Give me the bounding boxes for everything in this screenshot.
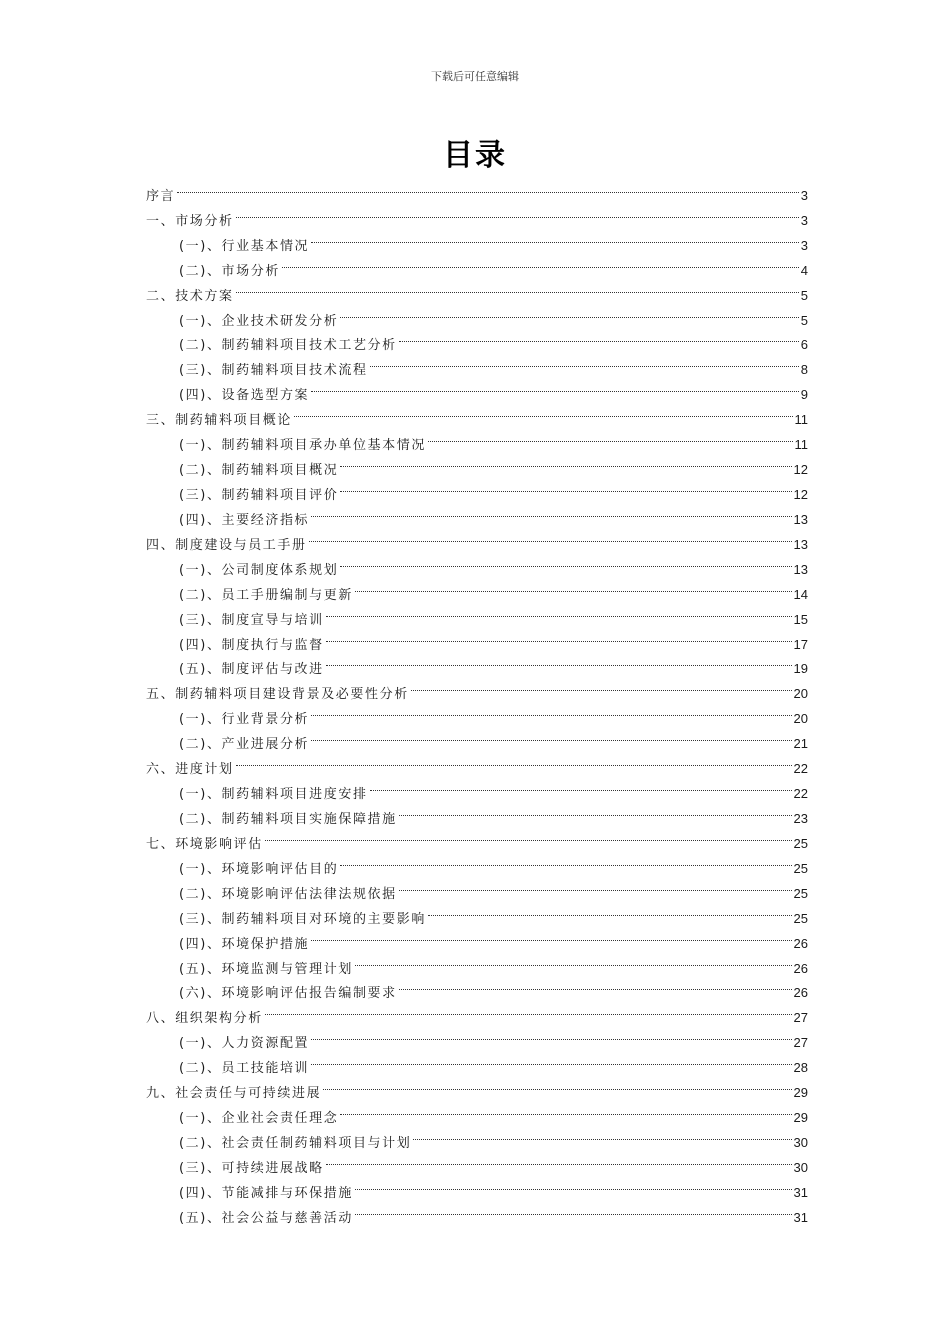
toc-entry-page-number: 17	[793, 636, 808, 652]
toc-entry[interactable]	[146, 200, 808, 229]
toc-entry-page-number: 3	[800, 187, 808, 203]
toc-entry[interactable]	[146, 748, 808, 778]
toc-entry-label: (二)、制药辅料项目技术工艺分析	[179, 338, 397, 354]
toc-entry-label: 一、市场分析	[146, 213, 234, 229]
toc-dot-leader	[428, 424, 793, 449]
toc-entry-label: (三)、制度宣导与培训	[179, 612, 324, 628]
toc-entry-label: (一)、行业基本情况	[179, 238, 310, 254]
toc-entry-page-number: 23	[793, 810, 808, 826]
toc-entry-label: 三、制药辅料项目概论	[146, 413, 293, 429]
toc-entry-page-number: 27	[793, 1035, 808, 1051]
toc-entry-label: 八、组织架构分析	[146, 1011, 263, 1027]
toc-dot-leader	[311, 374, 799, 399]
toc-entry-page-number: 13	[793, 536, 808, 552]
toc-entry-label: (四)、制度执行与监督	[179, 637, 324, 653]
toc-dot-leader	[340, 449, 791, 474]
toc-dot-leader	[177, 175, 799, 200]
toc-entry-label: (五)、社会公益与慈善活动	[179, 1210, 353, 1226]
toc-entry-label: (一)、人力资源配置	[179, 1036, 310, 1052]
toc-entry-label: (四)、主要经济指标	[179, 512, 310, 528]
toc-entry-page-number: 29	[793, 1085, 808, 1101]
toc-dot-leader	[311, 723, 791, 748]
toc-entry-page-number: 12	[793, 486, 808, 502]
toc-entry-page-number: 11	[794, 437, 808, 453]
toc-dot-leader	[236, 275, 799, 300]
toc-dot-leader	[340, 549, 791, 574]
toc-entry-page-number: 31	[793, 1184, 808, 1200]
toc-entry-page-number: 6	[800, 337, 808, 353]
toc-entry-label: (三)、制药辅料项目技术流程	[179, 363, 368, 379]
toc-dot-leader	[340, 300, 798, 325]
toc-dot-leader	[399, 973, 792, 998]
toc-entry-page-number: 14	[793, 586, 808, 602]
toc-entry-label: (四)、设备选型方案	[179, 388, 310, 404]
toc-entry-page-number: 26	[793, 935, 808, 951]
toc-entry-label: (五)、制度评估与改进	[179, 662, 324, 678]
toc-dot-leader	[282, 250, 799, 275]
toc-entry-page-number: 25	[793, 885, 808, 901]
toc-entry-page-number: 20	[793, 686, 808, 702]
toc-dot-leader	[265, 823, 792, 848]
toc-entry-label: (二)、员工手册编制与更新	[179, 587, 353, 603]
toc-dot-leader	[340, 474, 791, 499]
toc-entry-label: 七、环境影响评估	[146, 836, 263, 852]
toc-entry-label: 序言	[146, 188, 176, 204]
toc-dot-leader	[236, 748, 792, 773]
toc-entry-label: (一)、公司制度体系规划	[179, 562, 339, 578]
toc-entry-label: (一)、环境影响评估目的	[179, 861, 339, 877]
toc-entry-label: (二)、制药辅料项目概况	[179, 463, 339, 479]
toc-dot-leader	[311, 499, 791, 524]
toc-dot-leader	[309, 524, 792, 549]
toc-dot-leader	[340, 848, 791, 873]
toc-dot-leader	[370, 773, 792, 798]
toc-entry-page-number: 26	[793, 985, 808, 1001]
toc-entry-label: (二)、产业进展分析	[179, 737, 310, 753]
toc-dot-leader	[265, 997, 792, 1022]
toc-dot-leader	[326, 1147, 792, 1172]
toc-entry[interactable]	[146, 275, 808, 304]
toc-entry-page-number: 22	[793, 761, 808, 777]
toc-dot-leader	[355, 1172, 792, 1197]
toc-entry-page-number: 29	[793, 1110, 808, 1126]
toc-dot-leader	[311, 1022, 791, 1047]
toc-dot-leader	[399, 873, 792, 898]
toc-entry[interactable]	[146, 225, 808, 254]
toc-entry-page-number: 26	[793, 960, 808, 976]
toc-entry-label: 五、制药辅料项目建设背景及必要性分析	[146, 687, 409, 703]
toc-dot-leader	[326, 649, 792, 674]
toc-entry-page-number: 28	[793, 1060, 808, 1076]
toc-dot-leader	[311, 698, 791, 723]
toc-entry-page-number: 21	[793, 736, 808, 752]
toc-entry[interactable]	[146, 175, 808, 204]
toc-dot-leader	[311, 225, 799, 250]
toc-entry-page-number: 31	[793, 1209, 808, 1225]
toc-dot-leader	[355, 948, 792, 973]
toc-entry-label: (二)、市场分析	[179, 263, 280, 279]
toc-dot-leader	[294, 399, 792, 424]
toc-dot-leader	[370, 349, 799, 374]
toc-entry-page-number: 19	[793, 661, 808, 677]
toc-dot-leader	[326, 599, 792, 624]
toc-entry-label: (三)、制药辅料项目评价	[179, 487, 339, 503]
toc-entry-page-number: 5	[800, 287, 808, 303]
toc-entry-page-number: 13	[793, 561, 808, 577]
toc-entry-page-number: 30	[793, 1159, 808, 1175]
toc-dot-leader	[326, 624, 792, 649]
toc-entry-label: (三)、制药辅料项目对环境的主要影响	[179, 911, 426, 927]
toc-entry-page-number: 4	[800, 262, 808, 278]
toc-entry-label: 二、技术方案	[146, 288, 234, 304]
toc-entry-page-number: 3	[800, 237, 808, 253]
toc-entry-label: (一)、制药辅料项目承办单位基本情况	[179, 438, 426, 454]
toc-entry-label: (五)、环境监测与管理计划	[179, 961, 353, 977]
toc-entry-label: (一)、行业背景分析	[179, 712, 310, 728]
table-of-contents	[146, 175, 808, 1226]
toc-entry-page-number: 15	[793, 611, 808, 627]
toc-entry-page-number: 25	[793, 835, 808, 851]
header-note: 下载后可任意编辑	[431, 70, 519, 83]
toc-entry-label: (四)、环境保护措施	[179, 936, 310, 952]
toc-entry-page-number: 30	[793, 1134, 808, 1150]
toc-dot-leader	[311, 923, 791, 948]
toc-entry-label: (二)、社会责任制药辅料项目与计划	[179, 1135, 412, 1151]
toc-dot-leader	[311, 1047, 791, 1072]
toc-dot-leader	[399, 798, 792, 823]
toc-entry-label: (一)、企业技术研发分析	[179, 313, 339, 329]
toc-dot-leader	[340, 1097, 791, 1122]
toc-entry-page-number: 25	[793, 860, 808, 876]
toc-entry-page-number: 9	[800, 387, 808, 403]
toc-dot-leader	[428, 898, 792, 923]
toc-entry-label: 四、制度建设与员工手册	[146, 537, 307, 553]
toc-entry-label: (一)、制药辅料项目进度安排	[179, 787, 368, 803]
toc-entry-label: (二)、员工技能培训	[179, 1061, 310, 1077]
toc-entry-page-number: 11	[794, 412, 808, 428]
toc-entry-page-number: 12	[793, 462, 808, 478]
toc-dot-leader	[411, 673, 792, 698]
toc-entry-label: (六)、环境影响评估报告编制要求	[179, 986, 397, 1002]
toc-dot-leader	[355, 1197, 792, 1222]
toc-entry-page-number: 8	[800, 362, 808, 378]
toc-dot-leader	[323, 1072, 791, 1097]
toc-dot-leader	[413, 1122, 791, 1147]
toc-entry-label: (三)、可持续进展战略	[179, 1160, 324, 1176]
toc-entry-page-number: 27	[793, 1010, 808, 1026]
toc-entry-label: (四)、节能减排与环保措施	[179, 1185, 353, 1201]
toc-entry-page-number: 22	[793, 786, 808, 802]
page-title: 目录	[443, 138, 507, 173]
toc-entry-label: 六、进度计划	[146, 762, 234, 778]
toc-entry-page-number: 20	[793, 711, 808, 727]
toc-entry[interactable]	[146, 773, 808, 803]
toc-dot-leader	[399, 325, 799, 350]
toc-entry[interactable]	[146, 300, 808, 329]
toc-entry-page-number: 13	[793, 511, 808, 527]
toc-dot-leader	[236, 200, 799, 225]
toc-entry-page-number: 25	[793, 910, 808, 926]
toc-entry-page-number: 5	[800, 312, 808, 328]
toc-entry-label: (二)、环境影响评估法律法规依据	[179, 886, 397, 902]
toc-entry-label: (二)、制药辅料项目实施保障措施	[179, 811, 397, 827]
toc-entry-page-number: 3	[800, 212, 808, 228]
toc-dot-leader	[355, 574, 792, 599]
toc-entry-label: 九、社会责任与可持续进展	[146, 1086, 322, 1102]
toc-entry-label: (一)、企业社会责任理念	[179, 1111, 339, 1127]
